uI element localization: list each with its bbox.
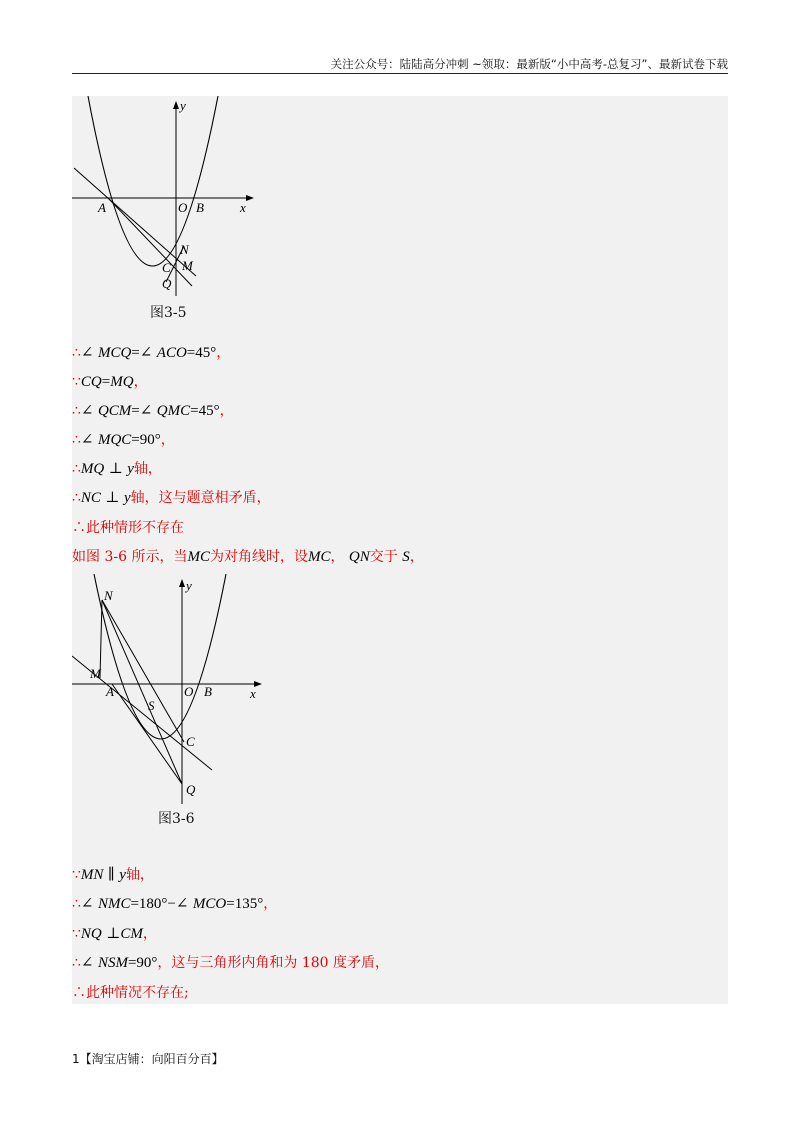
figure-3-6-caption: 图3-6 <box>158 811 195 827</box>
label-M: M <box>90 666 101 681</box>
line-ac <box>74 168 196 276</box>
label-B: B <box>196 200 204 215</box>
line-4: ∴∠ MQC=90°， <box>72 432 175 448</box>
label-A: A <box>98 200 106 215</box>
label-N: N <box>180 242 189 257</box>
figure-3-5-caption: 图3-5 <box>150 305 187 321</box>
line-nq <box>102 600 182 784</box>
line-7: ∴此种情形不存在 <box>72 520 184 536</box>
label-A: A <box>106 684 114 699</box>
line-10: ∴∠ NMC=180°−∠ MCO=135°， <box>72 896 278 912</box>
label-M: M <box>182 258 193 273</box>
label-C: C <box>162 260 171 275</box>
page-header: 关注公众号：陆陆高分冲刺 ~领取：最新版“小中高考-总复习”、最新试卷下载 <box>330 57 728 71</box>
label-x: x <box>240 200 246 215</box>
line-11: ∵NQ ⊥CM， <box>72 926 157 942</box>
y-axis-arrow <box>179 579 185 587</box>
parabola <box>94 574 226 739</box>
content-area <box>72 96 728 1004</box>
x-axis-arrow <box>246 195 254 201</box>
figure-3-6-graph <box>72 574 292 804</box>
line-8: 如图 3-6 所示，当MC为对角线时，设MC， QN交于 S， <box>72 549 424 565</box>
label-Q: Q <box>162 276 172 291</box>
label-x: x <box>250 686 256 701</box>
label-O: O <box>184 684 194 699</box>
label-Q: Q <box>186 782 196 797</box>
label-O: O <box>178 200 188 215</box>
line-nc <box>102 600 184 742</box>
page-footer: 1【淘宝店铺：向阳百分百】 <box>72 1052 224 1066</box>
label-B: B <box>204 684 212 699</box>
y-axis-arrow <box>173 101 179 109</box>
label-C: C <box>186 734 195 749</box>
label-y: y <box>186 578 192 593</box>
label-N: N <box>104 588 113 603</box>
line-2: ∵CQ=MQ， <box>72 374 148 390</box>
figure-3-6 <box>72 574 292 804</box>
line-3: ∴∠ QCM=∠ QMC=45°， <box>72 403 234 419</box>
line-6: ∴NC ⊥ y轴，这与题意相矛盾， <box>72 490 271 506</box>
parabola <box>88 96 218 266</box>
line-13: ∴此种情况不存在; <box>72 985 189 1001</box>
line-aq <box>112 684 182 784</box>
header-divider <box>72 73 728 74</box>
line-5: ∴MQ ⊥ y轴， <box>72 461 162 477</box>
label-S: S <box>148 698 155 713</box>
figure-3-5 <box>72 96 272 296</box>
line-1: ∴∠ MCQ=∠ ACO=45°， <box>72 345 231 361</box>
figure-3-5-graph <box>72 96 272 296</box>
label-y: y <box>180 98 186 113</box>
line-9: ∵MN ∥ y轴， <box>72 867 154 883</box>
line-12: ∴∠ NSM=90°，这与三角形内角和为 180 度矛盾， <box>72 955 390 971</box>
